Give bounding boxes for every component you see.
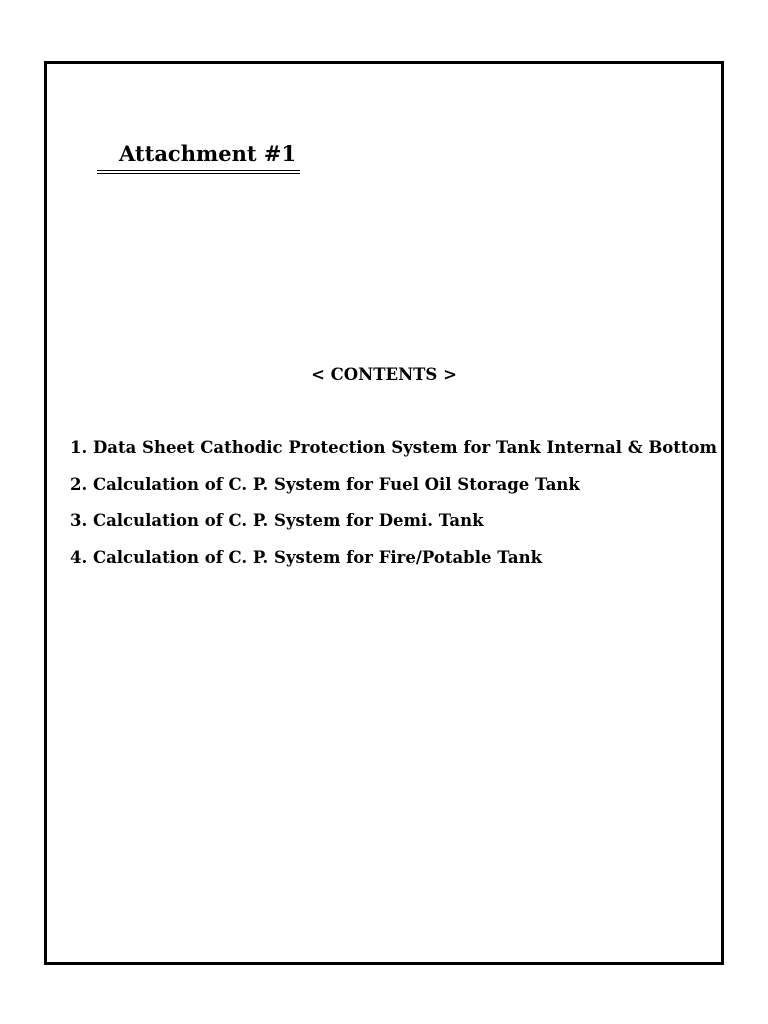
contents-list xyxy=(70,437,717,583)
page-title: Attachment #1 xyxy=(119,141,297,166)
contents-heading: < CONTENTS > xyxy=(311,365,457,384)
contents-item-2: 2. Calculation of C. P. System for Fuel Oil Storage Tank xyxy=(70,474,580,494)
contents-item-1: 1. Data Sheet Cathodic Protection System for Tank Internal & Bottom xyxy=(70,438,717,457)
contents-item-3: 3. Calculation of C. P. System for Demi. Tank xyxy=(70,511,484,530)
title-double-underline xyxy=(97,170,300,174)
title-block xyxy=(97,140,300,174)
contents-item-4: 4. Calculation of C. P. System for Fire/Potable Tank xyxy=(70,547,543,567)
